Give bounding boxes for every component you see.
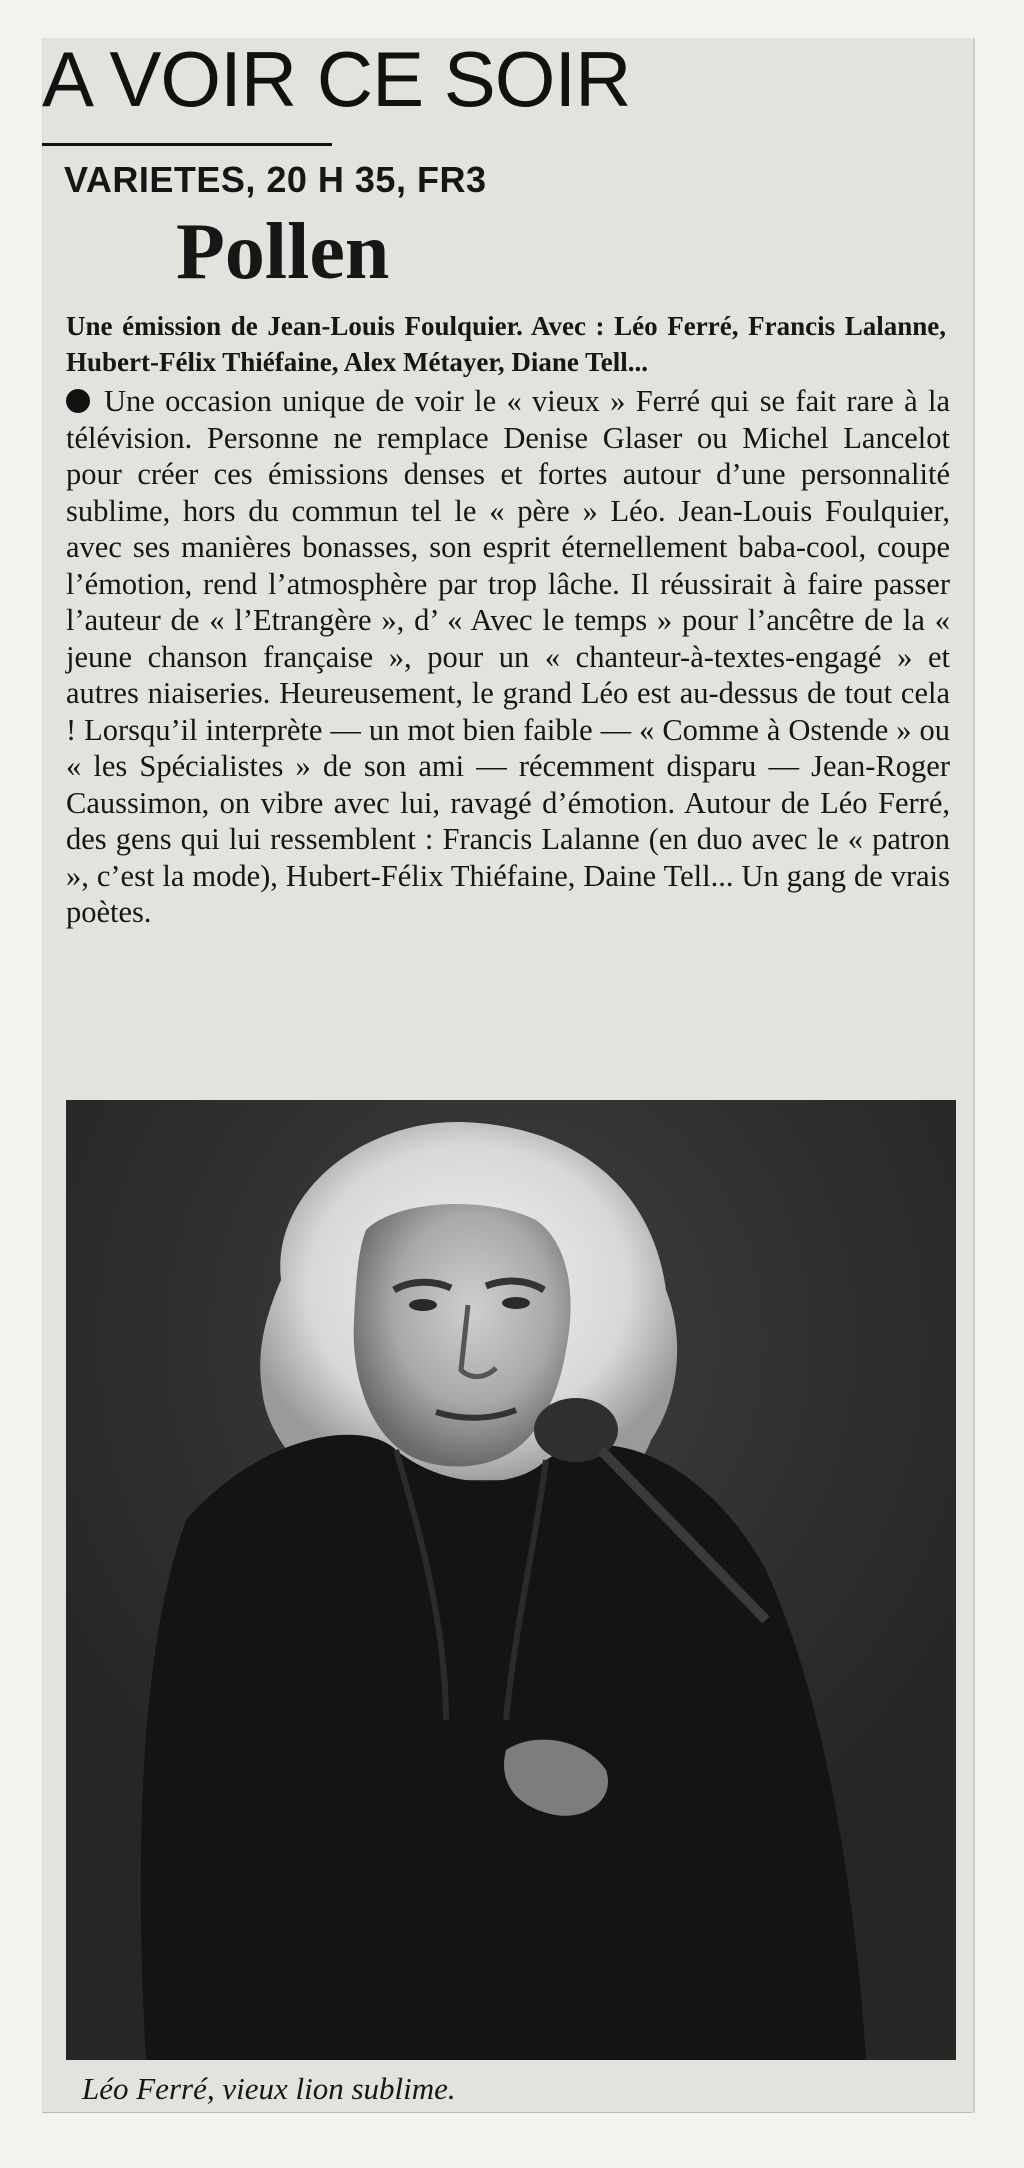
article-body	[66, 383, 950, 931]
program-kicker: VARIETES, 20 H 35, FR3	[64, 159, 487, 200]
bullet-icon	[66, 389, 90, 413]
article-body-text: Une occasion unique de voir le « vieux » Ferré qui se fait rare à la télévision. Personne ne remplace Denise Glaser ou Michel Lancelot pour créer ces émissions denses et fortes autour d’une personnalité sublime, hors du commun tel le « père » Léo. Jean-Louis Foulquier, avec ses manières bonasses, son esprit éternellement baba-cool, coupe l’émotion, rend l’atmosphère par trop lâche. Il réussirait à faire passer l’auteur de « l’Etrangère », d’ « Avec le temps » pour l’ancêtre de la « jeune chanson française », pour un « chanteur-à-textes-engagé » et autres niaiseries. Heureusement, le grand Léo est au-dessus de tout cela ! Lorsqu’il interprète — un mot bien faible — « Comme à Ostende » ou « les Spécialistes » de son ami — récemment disparu — Jean-Roger Caussimon, on vibre avec lui, ravagé d’émotion. Autour de Léo Ferré, des gens qui lui ressemblent : Francis Lalanne (en duo avec le « patron », c’est la mode), Hubert-Félix Thiéfaine, Daine Tell... Un gang de vrais poètes.	[66, 384, 950, 929]
article-credits: Une émission de Jean-Louis Foulquier. Avec : Léo Ferré, Francis Lalanne, Hubert-Félix Thiéfaine, Alex Métayer, Diane Tell...	[66, 311, 946, 377]
photo-caption: Léo Ferré, vieux lion sublime.	[82, 2071, 456, 2106]
singer-portrait-illustration	[66, 1100, 956, 2060]
portrait-photo	[66, 1100, 956, 2060]
section-title: A VOIR CE SOIR	[42, 35, 631, 123]
clipping-bottom-edge	[42, 2112, 972, 2113]
section-title-rule	[42, 143, 332, 146]
article-headline: Pollen	[176, 208, 390, 296]
